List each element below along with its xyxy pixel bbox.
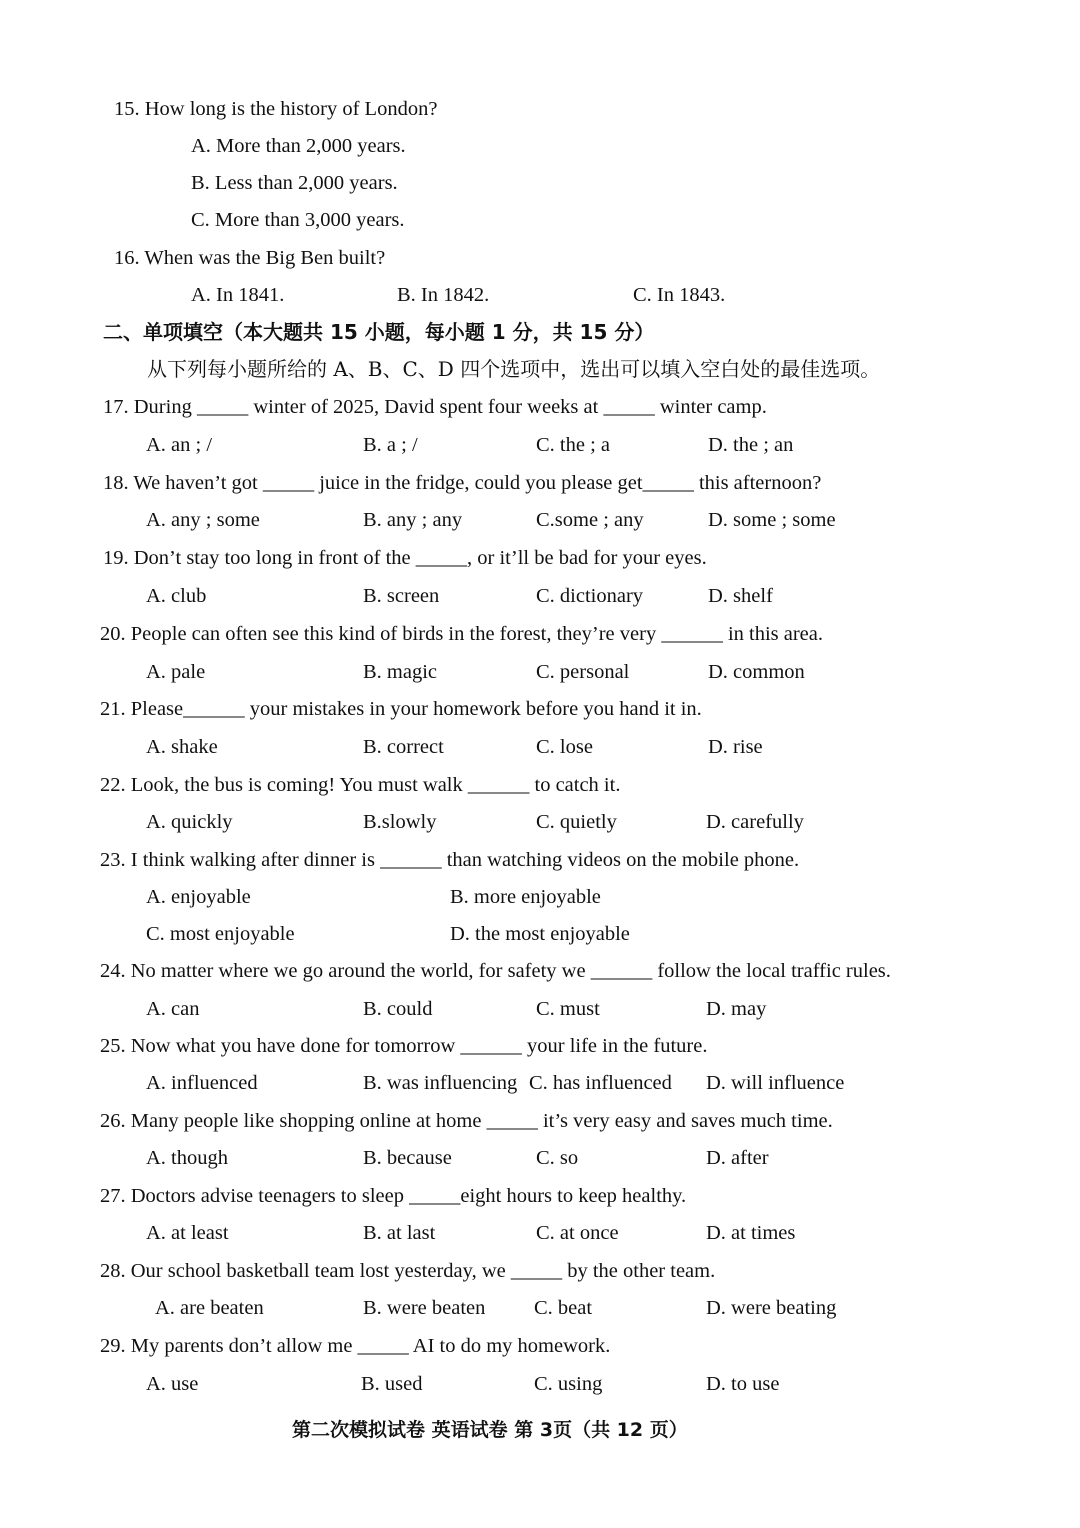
question-stem: 21. Please______ your mistakes in your homework before you hand it in. bbox=[100, 698, 702, 720]
option-c: C. lose bbox=[536, 736, 593, 758]
option-c: C. at once bbox=[536, 1222, 619, 1244]
option-d: D. rise bbox=[708, 736, 763, 758]
option-b: B. magic bbox=[363, 661, 438, 683]
option-a: A. shake bbox=[146, 736, 218, 758]
option-b: B. Less than 2,000 years. bbox=[191, 172, 398, 194]
option-d: D. the most enjoyable bbox=[450, 923, 630, 945]
option-c: C. must bbox=[536, 998, 600, 1020]
option-b: B.slowly bbox=[363, 811, 437, 833]
option-a: A. quickly bbox=[146, 811, 233, 833]
option-b: B. could bbox=[363, 998, 433, 1020]
question-stem: 16. When was the Big Ben built? bbox=[114, 247, 386, 269]
option-a: A. use bbox=[146, 1373, 199, 1395]
section-instruction: 从下列每小题所给的 A、B、C、D 四个选项中，选出可以填入空白处的最佳选项。 bbox=[147, 357, 881, 381]
section-heading: 二、单项填空（本大题共 15 小题，每小题 1 分，共 15 分） bbox=[103, 320, 655, 344]
option-c: C. so bbox=[536, 1147, 579, 1169]
option-c: C. the ; a bbox=[536, 434, 611, 456]
question-stem: 27. Doctors advise teenagers to sleep _____eight hours to keep healthy. bbox=[100, 1185, 687, 1207]
option-a: A. though bbox=[146, 1147, 228, 1169]
option-d: D. common bbox=[708, 661, 805, 683]
option-a: A. More than 2,000 years. bbox=[191, 135, 406, 157]
option-a: A. In 1841. bbox=[191, 284, 285, 306]
option-c: C.some ; any bbox=[536, 509, 644, 531]
option-a: A. can bbox=[146, 998, 200, 1020]
option-b: B. more enjoyable bbox=[450, 886, 601, 908]
question-stem: 19. Don’t stay too long in front of the _____, or it’ll be bad for your eyes. bbox=[103, 547, 707, 569]
question-stem: 24. No matter where we go around the world, for safety we ______ follow the local traffic rules. bbox=[100, 960, 891, 982]
question-stem: 25. Now what you have done for tomorrow ______ your life in the future. bbox=[100, 1035, 708, 1057]
option-a: A. influenced bbox=[146, 1072, 258, 1094]
option-a: A. enjoyable bbox=[146, 886, 251, 908]
question-stem: 23. I think walking after dinner is ______ than watching videos on the mobile phone. bbox=[100, 849, 800, 871]
option-d: D. at times bbox=[706, 1222, 796, 1244]
question-stem: 17. During _____ winter of 2025, David spent four weeks at _____ winter camp. bbox=[103, 396, 767, 418]
option-a: A. pale bbox=[146, 661, 206, 683]
option-c: C. most enjoyable bbox=[146, 923, 295, 945]
option-a: A. at least bbox=[146, 1222, 229, 1244]
option-c: C. personal bbox=[536, 661, 630, 683]
option-b: B. was influencing bbox=[363, 1072, 518, 1094]
option-a: A. an ; / bbox=[146, 434, 213, 456]
option-a: A. are beaten bbox=[155, 1297, 264, 1319]
question-stem: 20. People can often see this kind of birds in the forest, they’re very ______ in this area. bbox=[100, 623, 824, 645]
question-stem: 26. Many people like shopping online at home _____ it’s very easy and saves much time. bbox=[100, 1110, 833, 1132]
question-stem: 29. My parents don’t allow me _____ AI to do my homework. bbox=[100, 1335, 611, 1357]
option-b: B. correct bbox=[363, 736, 444, 758]
page-footer: 第二次模拟试卷 英语试卷 第 3页（共 12 页） bbox=[292, 1419, 688, 1441]
option-d: D. the ; an bbox=[708, 434, 794, 456]
option-c: C. using bbox=[534, 1373, 603, 1395]
option-b: B. because bbox=[363, 1147, 452, 1169]
option-d: D. to use bbox=[706, 1373, 780, 1395]
option-b: B. In 1842. bbox=[397, 284, 490, 306]
option-d: D. were beating bbox=[706, 1297, 837, 1319]
option-c: C. has influenced bbox=[529, 1072, 672, 1094]
option-b: B. used bbox=[361, 1373, 423, 1395]
option-c: C. quietly bbox=[536, 811, 617, 833]
option-d: D. may bbox=[706, 998, 767, 1020]
option-b: B. were beaten bbox=[363, 1297, 486, 1319]
option-c: C. More than 3,000 years. bbox=[191, 209, 405, 231]
option-d: D. will influence bbox=[706, 1072, 845, 1094]
question-stem: 22. Look, the bus is coming! You must walk ______ to catch it. bbox=[100, 774, 621, 796]
option-b: B. at last bbox=[363, 1222, 436, 1244]
option-d: D. after bbox=[706, 1147, 769, 1169]
option-b: B. any ; any bbox=[363, 509, 463, 531]
question-stem: 18. We haven’t got _____ juice in the fridge, could you please get_____ this afternoon? bbox=[103, 472, 822, 494]
question-stem: 15. How long is the history of London? bbox=[114, 98, 438, 120]
option-a: A. any ; some bbox=[146, 509, 260, 531]
option-d: D. shelf bbox=[708, 585, 773, 607]
question-stem: 28. Our school basketball team lost yesterday, we _____ by the other team. bbox=[100, 1260, 716, 1282]
option-a: A. club bbox=[146, 585, 207, 607]
option-c: C. In 1843. bbox=[633, 284, 726, 306]
option-d: D. some ; some bbox=[708, 509, 836, 531]
option-c: C. dictionary bbox=[536, 585, 644, 607]
option-c: C. beat bbox=[534, 1297, 593, 1319]
option-b: B. a ; / bbox=[363, 434, 418, 456]
option-d: D. carefully bbox=[706, 811, 804, 833]
option-b: B. screen bbox=[363, 585, 440, 607]
